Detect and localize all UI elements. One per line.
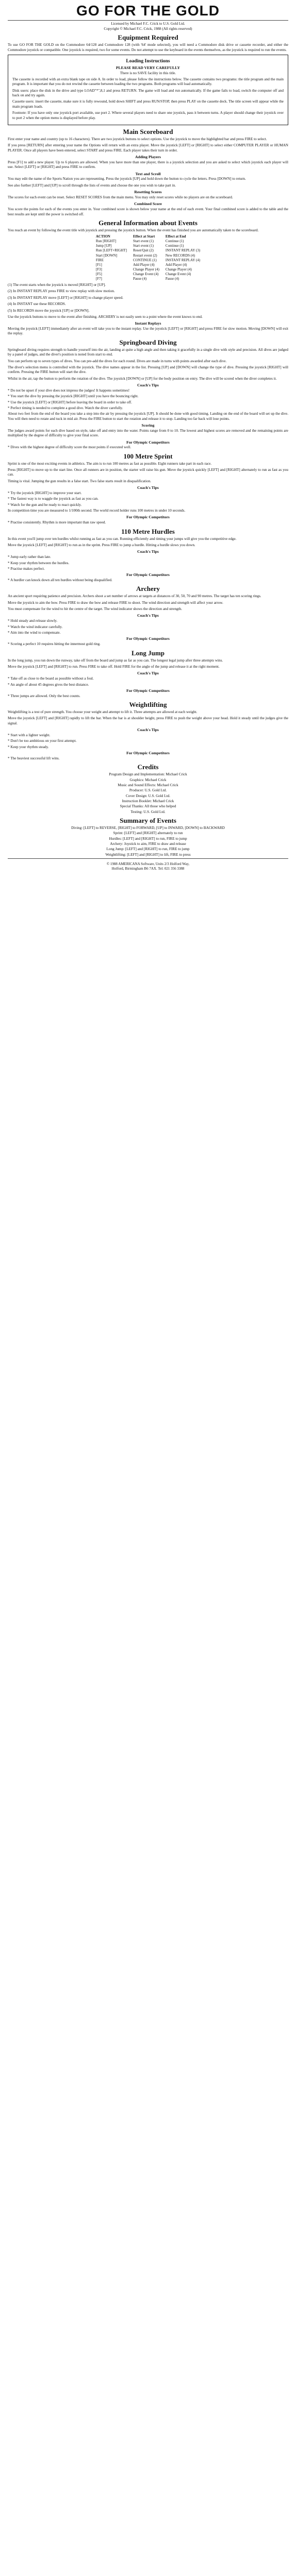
sprint-p1: Sprint is one of the most exciting events in athletics. The aim is to run 100 metres as fast as possible. Eight runners take part in each race.: [8, 461, 212, 466]
controls-table: [93, 234, 203, 281]
archery-tips-heading: Coach's Tips: [137, 613, 159, 618]
springboard-olympic-text: * Dives with the highest degree of difficulty score the most points if executed well.: [8, 445, 131, 450]
archery-p3: You must compensate for the wind to hit the centre of the target. The wind indicator shows the direction and strength.: [8, 607, 182, 612]
sprint-tips: [8, 491, 288, 507]
springboard-tips: [8, 388, 288, 411]
loading-footnote: Footnote: If you have only one joystick port available, use port 2. Where several players need to share one joystick, pass it between turns. A player should change their joystick over to port 2 when the option menu is displayed before play.: [12, 111, 284, 120]
controls-cell: Start event (1): [133, 244, 154, 248]
archery-tips: [8, 619, 288, 635]
page-title: GO FOR THE GOLD: [76, 3, 220, 19]
controls-cell: Change Player (4): [165, 267, 192, 272]
combined-score-text: You score the points for each of the events you enter in. Your combined score is shown below your name at the end of each event. Your final combined score is added to the table and the best results are kept until the power is switched off.: [8, 207, 288, 216]
scoreboard-p1: First enter your name and country (up to 16 characters). There are two joystick buttons to select options. Use the joystick to move the highlighted bar and press FIRE to select.: [8, 137, 267, 141]
hurdles-tips: [8, 555, 288, 571]
divider: [8, 858, 288, 859]
controls-row: [93, 244, 203, 248]
divider: [8, 20, 288, 21]
scoreboard-p2: If you press [RETURN] after entering your name the Options will return with an extra player. Move the joystick [LEFT] or [RIGHT] to select either COMPUTER PLAYER or HUMAN PLAYER. Once all players have been entered, select START and press FIRE. Each player takes their turn in order.: [8, 143, 288, 152]
equipment-heading: Equipment Required: [118, 33, 178, 42]
summary-item: Hurdles: [LEFT] and [RIGHT] to run, FIRE to jump: [109, 836, 187, 841]
adding-players-text: Press [F1] to add a new player. Up to 6 players are allowed. When you have more than one player, there is a joystick selection and you are asked to select which joystick each player will use. Select [LEFT] or [RIGHT] and press FIRE to confirm.: [8, 160, 288, 170]
loading-p3: Cassette users: insert the cassette, make sure it is fully rewound, hold down SHIFT and press RUN/STOP, then press PLAY on the cassette deck. The title screen will appear while the main program loads.: [12, 99, 284, 109]
reset-scores-heading: Resetting Scores: [134, 190, 162, 195]
controls-note: (1) The event starts when the joystick is moved [RIGHT] or [UP].: [8, 283, 106, 287]
hurdles-tips-heading: Coach's Tips: [137, 549, 159, 554]
loading-heading: Loading Instructions: [126, 58, 170, 64]
main-scoreboard-section: [8, 128, 288, 217]
general-info-section: [8, 219, 288, 336]
controls-cell: Add Player (4): [133, 262, 155, 267]
loading-p1: The cassette is recorded with an extra blank tape on side A. In order to load, please follow the instructions below. The cassette contains two programs: the title program and the main program. It is important that you do not rewind the cassette between loading the two programs. Both programs will load automatically.: [12, 77, 284, 87]
document: [8, 0, 288, 871]
archery-p2: Move the joystick to aim the bow. Press FIRE to draw the bow and release FIRE to shoot. The wind direction and strength will affect your arrow.: [8, 600, 223, 605]
credit-line: Special Thanks: All those who helped: [120, 804, 176, 809]
long-jump-heading: Long Jump: [131, 649, 165, 657]
hurdles-olympic-text: * A hurdler can knock down all ten hurdles without being disqualified.: [8, 578, 112, 583]
sprint-p3: Timing is vital. Jumping the gun results in a false start. Two false starts result in disqualification.: [8, 479, 151, 483]
springboard-scoring-heading: Scoring: [141, 422, 155, 428]
text-scroll-heading: Text and Scroll: [135, 171, 161, 176]
springboard-tips-heading: Coach's Tips: [137, 382, 159, 387]
weightlifting-tips: [8, 733, 288, 750]
springboard-heading: Springboard Diving: [119, 338, 177, 346]
footer: [8, 862, 288, 871]
controls-cell: Add Player (4): [165, 262, 187, 267]
controls-cell: Run [RIGHT]: [95, 239, 117, 244]
springboard-body: About two feet from the end of the board you take a step into the air by pressing the joystick [UP]. It should be done with good timing. Landing on the end of the board will set up the dive. You will then need to rotate and tuck in mid air. Press the FIRE button to start the rotation and release it to stop. Landing too far back will lose points.: [8, 412, 288, 421]
controls-cell: [F1]: [95, 262, 102, 267]
controls-cell: Start [DOWN]: [95, 253, 118, 258]
see-also-text: See also further [LEFT] and [UP] to scroll through the lists of events and choose the one you wish to take part in.: [8, 183, 176, 188]
summary-heading: Summary of Events: [120, 817, 176, 825]
controls-cell: Change Event (4): [165, 272, 191, 276]
controls-row: [93, 267, 203, 272]
credits-section: [8, 764, 288, 815]
tip-item: * Aim into the wind to compensate.: [8, 631, 61, 635]
controls-cell: INSTANT REPLAY (3): [165, 248, 201, 253]
weightlifting-olympic-heading: For Olympic Competitors: [126, 751, 170, 756]
controls-cell: Reset/Quit (2): [133, 248, 154, 253]
long-jump-p2: Move the joystick [LEFT] and [RIGHT] to run. Press FIRE to take off. Hold FIRE for the angle of the jump and release it at the right moment.: [8, 664, 220, 669]
archery-section: [8, 585, 288, 647]
summary-item: Diving: [LEFT] to REVERSE, [RIGHT] to FORWARD, [UP] to INWARD, [DOWN] to BACKWARD: [71, 826, 225, 830]
summary-section: [8, 817, 288, 857]
controls-cell: Change Event (4): [133, 272, 159, 276]
credits-heading: Credits: [137, 763, 159, 771]
hurdles-section: [8, 528, 288, 583]
weightlifting-olympic-text: * The heaviest successful lift wins.: [8, 756, 60, 760]
credit-line: Program Design and Implementation: Michael Crick: [109, 772, 187, 777]
hurdles-heading: 110 Metre Hurdles: [121, 527, 175, 535]
tip-item: * Use the joystick [LEFT] or [RIGHT] before leaving the board in order to take off.: [8, 400, 132, 404]
credit-line: Cover Design: U.S. Gold Ltd.: [125, 793, 171, 798]
controls-cell: Continue (1): [165, 239, 184, 244]
archery-heading: Archery: [136, 585, 160, 593]
sprint-p2: Press [RIGHT] to move up to the start line. Once all runners are in position, the starter will raise his gun. Move the joystick quickly [LEFT] and [RIGHT] alternately to run as fast as you can.: [8, 468, 288, 477]
tip-item: * Hold steady and release slowly.: [8, 619, 58, 623]
equipment-section: [8, 34, 288, 53]
long-jump-olympic-heading: For Olympic Competitors: [126, 688, 170, 693]
tip-item: * Don't be too ambitious on your first attempt.: [8, 739, 77, 743]
controls-cell: Restart event (2): [133, 253, 157, 258]
controls-row: [93, 239, 203, 244]
tip-item: * Watch the wind indicator carefully.: [8, 624, 63, 629]
credit-line: Graphics: Michael Crick: [129, 777, 167, 782]
long-jump-p1: In the long jump, you run down the runway, take off from the board and jump as far as you can. The longest legal jump after three attempts wins.: [8, 658, 223, 663]
text-scroll-text: You may edit the name of the Sports Nation you are representing. Press the joystick [UP] and hold down the button to cycle the letters. Press [DOWN] to return.: [8, 177, 246, 181]
weightlifting-p2: Move the joystick [LEFT] and [RIGHT] rapidly to lift the bar. When the bar is at shoulder height, press FIRE to push the weight above your head. Hold it steady until the judges give the signal.: [8, 716, 288, 725]
controls-header-cell: Effect at End: [165, 234, 186, 239]
controls-note: (5) In RECORDS move the joystick [UP] or [DOWN].: [8, 308, 90, 313]
long-jump-section: [8, 650, 288, 699]
tip-item: * Keep your rhythm between the hurdles.: [8, 561, 70, 565]
controls-note: (3) In INSTANT REPLAY move [LEFT] or [RIGHT] to change player speed.: [8, 295, 123, 300]
reset-scores-text: The scores for each event can be reset. Select RESET SCORES from the main menu. You may only reset scores while no players are on the scoreboard.: [8, 195, 233, 199]
springboard-p4: Whilst in the air, tap the button to perform the rotation of the dive. The joystick [DOWN] or [UP] for the body position on entry. The dive will be scored when the diver completes it.: [8, 376, 277, 381]
controls-cell: INSTANT REPLAY (4): [165, 258, 201, 262]
archery-p1: An ancient sport requiring patience and precision. Archers shoot a set number of arrows at targets at distances of 30, 50, 70 and 90 metres. The target has ten scoring rings.: [8, 594, 261, 599]
general-info-heading: General Information about Events: [98, 218, 198, 227]
springboard-section: [8, 339, 288, 450]
controls-note: (2) In INSTANT REPLAY press FIRE to view replay with slow motion.: [8, 289, 115, 294]
long-jump-tips-heading: Coach's Tips: [137, 671, 159, 676]
adding-players-heading: Adding Players: [135, 154, 161, 159]
main-scoreboard-heading: Main Scoreboard: [123, 127, 173, 135]
instant-replays-heading: Instant Replays: [135, 321, 161, 326]
combined-score-heading: Combined Score: [134, 201, 162, 207]
sprint-section: [8, 453, 288, 526]
credit-line: Music and Sound Effects: Michael Crick: [118, 783, 178, 787]
controls-cell: Pause (4): [133, 277, 147, 281]
controls-cell: [F3]: [95, 267, 102, 272]
hurdles-p1: In this event you'll jump over ten hurdles whilst running as fast as you can. Running efficiently and timing your jumps will give you the competitive edge.: [8, 536, 237, 541]
long-jump-olympic-text: * Three jumps are allowed. Only the best counts.: [8, 693, 80, 698]
summary-item: Weightlifting: [LEFT] and [RIGHT] to lift, FIRE to press: [105, 852, 191, 857]
sprint-records: In competition time you are measured to 1/100th second. The world record holder runs 100 metres in under 10 seconds.: [8, 509, 186, 513]
weightlifting-tips-heading: Coach's Tips: [137, 727, 159, 733]
springboard-p2: You can perform up to seven types of dives. You can pre-add the dives for each round. Dives are made in turns with points awarded after each dive.: [8, 359, 227, 363]
copyright-line: Copyright © Michael F.C. Crick, 1988 (All rights reserved): [104, 26, 192, 31]
springboard-p1: Springboard diving requires strength to handle yourself into the air, landing at quite a high angle and then taking it gracefully in a single dive with style and precision. All dives are judged by a panel of judges, and the diver's position is noted from start to end.: [8, 347, 288, 357]
controls-header-row: [93, 234, 203, 239]
summary-item: Sprint: [LEFT] and [RIGHT] alternately to run: [113, 831, 183, 836]
summary-item: Archery: Joystick to aim, FIRE to draw and release: [110, 842, 186, 846]
controls-cell: Start event (1): [133, 239, 154, 244]
archery-olympic-text: * Scoring a perfect 10 requires hitting the innermost gold ring.: [8, 642, 101, 647]
controls-cell: Jump [UP]: [95, 244, 112, 248]
tip-item: * Perfect timing is needed to complete a good dive. Watch the diver carefully.: [8, 405, 123, 410]
loading-box: [8, 55, 288, 125]
footer-line: Holford, Birmingham B6 7AX. Tel: 021 356 3388: [111, 867, 185, 871]
weightlifting-section: [8, 701, 288, 761]
archery-note: Use the joystick buttons to move to the event after finishing. ARCHERY is not easily seen to a point where the event knows to end.: [8, 314, 203, 319]
controls-row: [93, 277, 203, 281]
controls-row: [93, 263, 203, 267]
tip-item: * The fastest way is to waggle the joystick as fast as you can.: [8, 497, 98, 501]
controls-cell: CONTINUE (1): [133, 258, 157, 262]
loading-notice: There is no SAVE facility in this title.: [120, 71, 176, 75]
controls-row: [93, 248, 203, 253]
hurdles-p2: Move the joystick [LEFT] and [RIGHT] to run as in the sprint. Press FIRE to jump a hurdle. Hitting a hurdle slows you down.: [8, 543, 195, 547]
summary-item: Long Jump: [LEFT] and [RIGHT] to run, FIRE to jump: [106, 847, 190, 852]
controls-header-cell: ACTION: [95, 234, 110, 239]
tip-item: * Jump early rather than late.: [8, 555, 51, 560]
long-jump-tips: [8, 676, 288, 687]
credit-line: Producer: U.S. Gold Ltd.: [129, 788, 167, 793]
footer-line: © 1988 AMERICANA Software, Units 2/3 Holford Way,: [106, 862, 190, 867]
weightlifting-p1: Weightlifting is a test of pure strength. You choose your weight and attempt to lift it. Three attempts are allowed at each weight.: [8, 710, 198, 715]
springboard-scoring: The judges award points for each dive based on style, take off and entry into the water. Points range from 0 to 10. The lowest and highest scores are removed and the remaining points are multiplied by the degree of difficulty to give your final score.: [8, 428, 288, 438]
credit-line: Testing: U.S. Gold Ltd.: [130, 809, 166, 814]
controls-cell: [F5]: [95, 272, 102, 276]
controls-cell: New RECORDS (4): [165, 253, 195, 258]
equipment-text: To use GO FOR THE GOLD on the Commodore 64/128 and Commodore 128 (with '64' mode selected), you will need a Commodore disk drive or cassette recorder, and either the Commodore joystick or compatible. One joystick is required, two for some events. Do not attempt to use the keyboard in the events themselves, as the joystick is required to run the events.: [8, 43, 288, 52]
tip-item: * Keep your rhythm steady.: [8, 744, 49, 749]
controls-cell: Continue (1): [165, 244, 184, 248]
sprint-olympic-heading: For Olympic Competitors: [126, 515, 170, 520]
controls-row: [93, 258, 203, 263]
controls-row: [93, 253, 203, 258]
controls-cell: FIRE: [95, 258, 104, 262]
tip-item: * An angle of about 45 degrees gives the best distance.: [8, 682, 89, 687]
hurdles-olympic-heading: For Olympic Competitors: [126, 572, 170, 578]
credit-line: Instruction Booklet: Michael Crick: [122, 799, 174, 803]
tip-item: * Try the joystick [RIGHT] to improve your start.: [8, 490, 82, 495]
tip-item: * Start with a lighter weight.: [8, 733, 51, 737]
controls-cell: Change Player (4): [133, 267, 159, 272]
tip-item: * Do not be upset if your dive does not impress the judges! It happens sometimes!: [8, 388, 130, 393]
instant-replays-text: Moving the joystick [LEFT] immediately after an event will take you to the instant replay. Use the joystick [LEFT] or [RIGHT] and press FIRE for slow motion. Moving [DOWN] will exit the replay.: [8, 327, 288, 336]
weightlifting-heading: Weightlifting: [129, 701, 167, 709]
controls-note: (4) In INSTANT use these RECORDS.: [8, 302, 66, 307]
tip-item: * You start the dive by pressing the joystick [RIGHT] until you have the bouncing right.: [8, 394, 139, 399]
sprint-olympic-text: * Practise consistently. Rhythm is more important than raw speed.: [8, 520, 106, 525]
loading-p2: Disk users: place the disk in the drive and type LOAD"*",8,1 and press RETURN. The game will load and run automatically. If the game fails to load, switch the computer off and back on and try again.: [12, 88, 284, 98]
tip-item: * Take off as close to the board as possible without a foul.: [8, 676, 94, 681]
tip-item: * Watch for the gun and be ready to react quickly.: [8, 502, 82, 507]
license-line: Licensed by Michael F.C. Crick to U.S. Gold Ltd.: [111, 21, 185, 26]
controls-header-cell: Effect at Start: [133, 234, 155, 239]
controls-cell: Run [LEFT+RIGHT]: [95, 248, 127, 253]
archery-olympic-heading: For Olympic Competitors: [126, 636, 170, 641]
controls-row: [93, 272, 203, 277]
loading-subheading: PLEASE READ VERY CAREFULLY: [116, 65, 180, 70]
springboard-olympic-heading: For Olympic Competitors: [126, 439, 170, 445]
controls-cell: Pause (4): [165, 277, 179, 281]
sprint-tips-heading: Coach's Tips: [137, 485, 159, 490]
general-info-intro: You reach an event by following the event title with joystick and pressing the joystick button. When the event has finished you are automatically taken to the scoreboard.: [8, 228, 259, 232]
tip-item: * Practise makes perfect.: [8, 566, 45, 571]
springboard-p3: The diver's selection menu is controlled with the joystick. The dive names appear in the list. Pressing [UP] and [DOWN] will change the type of dive. Pressing the joystick [RIGHT] will confirm. Pressing the FIRE button will start the dive.: [8, 365, 288, 375]
sprint-heading: 100 Metre Sprint: [123, 452, 173, 460]
controls-cell: [F7]: [95, 277, 102, 281]
